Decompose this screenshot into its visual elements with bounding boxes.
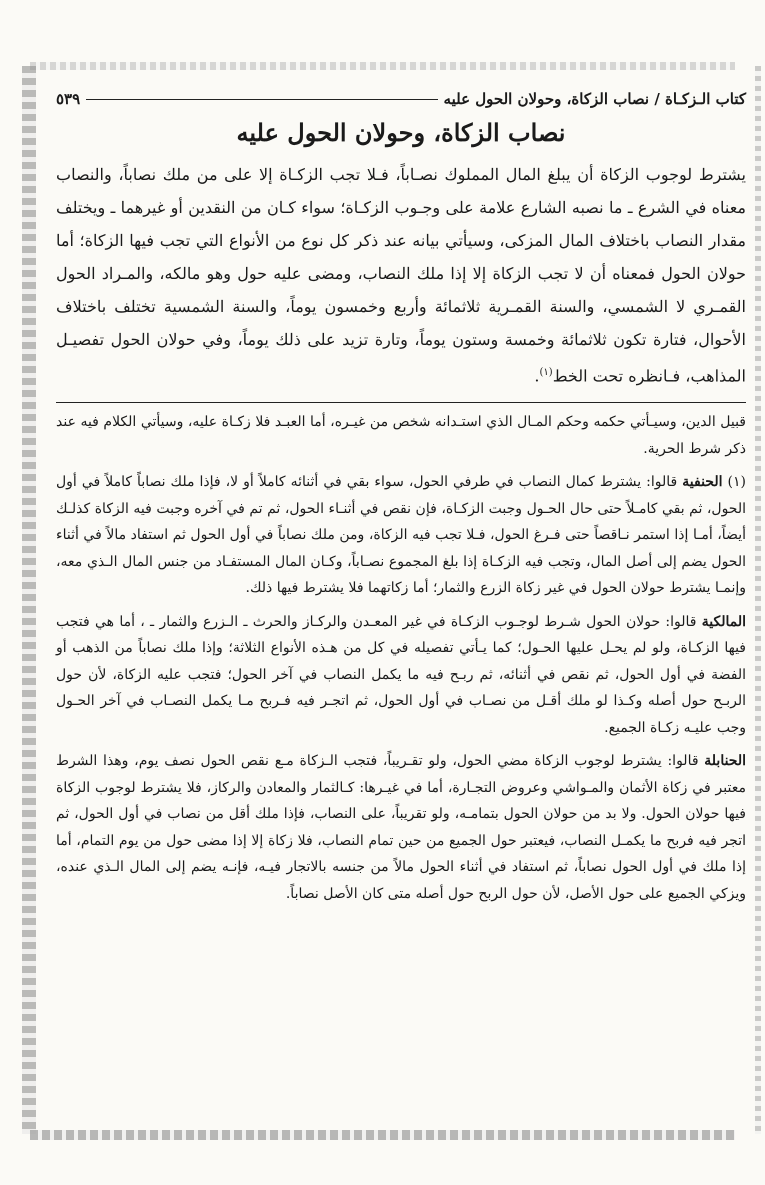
school-label-hanafi: الحنفية [682, 474, 723, 491]
top-ornament-border [30, 62, 735, 70]
school-label-maliki: المالكية [701, 613, 747, 630]
right-ornament-border [755, 66, 761, 1134]
footnote-hanafi [56, 469, 746, 602]
header-rule [86, 99, 437, 100]
footnotes [56, 409, 746, 907]
main-paragraph: يشترط لوجوب الزكاة أن يبلغ المال المملوك نصـاباً، فـلا تجب الزكـاة إلا على من ملك نصاباً، والنصاب معناه في الشرع ـ ما نصبه الشارع علامة على وجـوب الزكـاة؛ سواء كـان من النقدين أو غيرهما ـ ويختلف مقدار النصاب باختلاف المال المزكى، وسيأتي بيانه عند ذكر كل نوع من الأنواع التي تجب فيها الزكاة؛ أما حولان الحول فمعناه أن لا تجب الزكاة إلا إذا ملك النصاب، ومضى عليه حول وهو مالكه، والمـراد الحول القمـري لا الشمسي، والسنة القمـرية ثلاثمائة وأربع وخمسون يوماً، والسنة الشمسية تختلف باختلاف الأحوال، فتارة تكون ثلاثمائة وخمسة وستون يوماً، وتارة تزيد على ذلك يوماً، وفي حولان الحول تفصيـل المذاهب، فـانظره تحت الخط$^{(١)}$. [56, 165, 746, 386]
footnote-hanbali [56, 748, 746, 907]
footnote-maliki [56, 609, 746, 742]
footnote-number: (١) [727, 474, 746, 491]
hanafi-text: قالوا: يشترط كمال النصاب في طرفي الحول، سواء بقي في أثنائه كاملاً أو لا، فإذا ملك نصاباً كاملاً في أول الحول، ثم بقي كامـلاً حتى حال الحـول وجبت الزكـاة، فإن نقص في أثنـاء الحول، ثم تم في آخره وجبت فيه الزكاة كذلـك أيضاً، أمـا إذا استمر نـاقصاً حتى فـرغ الحول، فـلا تجب فيه الزكاة، ومن ملك نصاباً في أول الحول ثم استفاد مالاً في أثناء الحول يضم إلى أصل المال، وتجب فيه الزكـاة إذا بلغ المجموع نصـاباً، وكـان المال المستفـاد من جنس المال الـذي معه، وإنمـا يشترط حولان الحول في غير زكاة الزرع والثمار؛ أما زكاتهما فلا يشترط فيها ذلك. [56, 474, 747, 597]
school-label-hanbali: الحنابلة [704, 753, 747, 770]
footnote-continuation: قبيل الدين، وسيـأتي حكمه وحكم المـال الذي استـدانه شخص من غيـره، أما العبـد فلا زكـاة عليه، وسيأتي الكلام فيه عند ذكر شرط الحرية. [56, 414, 746, 457]
hanbali-text: قالوا: يشترط لوجوب الزكاة مضي الحول، ولو تقـريباً، فتجب الـزكاة مـع نقص الحول نصف يوم، وهذا الشرط معتبر في زكاة الأثمان والمـواشي وعروض التجـارة، أما في غيـرها: كـالثمار والمعادن والركاز، فلا يشترط لوجوب الزكاة فيها حولان الحول. ولا بد من حولان الحول بتمامـه، ولو تقريباً، على النصاب، فإذا ملك أقل من نصاب في أول الحول، ثم اتجر فيه فربح ما يكمـل النصاب، فيعتبر حول الجميع من حين تمام النصاب، فلا زكاة إلا إذا مضى حول من يوم التمام، أما إذا ملك في أول الحول نصاباً، ثم استفاد في أثناء الحول مالاً من جنسه بالاتجار فيـه، فإنـه يضم إلى المال الـذي عنده، ويزكي الجميع على حول الأصل، لأن حول الربح حول أصله متى كان الأصل نصاباً. [56, 753, 746, 902]
footnote-marker: (١) [539, 367, 553, 378]
maliki-text: قالوا: حولان الحول شـرط لوجـوب الزكـاة في غير المعـدن والركـاز والحرث ـ الـزرع والثمار ـ ، أما هي فتجب فيها الزكـاة، ولو لم يحـل عليها الحـول؛ كما يـأتي تفصيله في كل من هـذه الأنواع الثلاثة؛ وإذا ملك نصاباً من الذهب أو الفضة في أول الحول، ثم نقص في أثنائه، ثم ربـح فيه ما يكمل النصاب في آخر الحول؛ فتجب عليه الزكاة، لأن حول الربـح حول أصله وكـذا لو ملك أقـل من نصـاب في أول الحول، ثم اتجـر فيه فـربح مـا يكمل النصـاب في آخر الحـول وجب عليـه زكـاة الجميع. [56, 613, 746, 736]
main-paragraph-text: يشترط لوجوب الزكاة أن يبلغ المال المملوك نصـاباً، فـلا تجب الزكـاة إلا على من ملك نصاباً، والنصاب معناه في الشرع ـ ما نصبه الشارع علامة على وجـوب الزكـاة؛ سواء كـان من النقدين أو غيرهما ـ ويختلف مقدار النصاب باختلاف المال المزكى، وسيأتي بيانه عند ذكر كل نوع من الأنواع التي تجب فيها الزكاة؛ أما حولان الحول فمعناه أن لا تجب الزكاة إلا إذا ملك النصاب، ومضى عليه حول وهو مالكه، والمـراد الحول القمـري لا الشمسي، والسنة القمـرية ثلاثمائة وأربع وخمسون يوماً، والسنة الشمسية تختلف باختلاف الأحوال، فتارة تكون ثلاثمائة وخمسة وستون يوماً، وتارة تزيد على ذلك يوماً، وفي حولان الحول تفصيـل المذاهب، فـانظره تحت الخط [56, 165, 746, 386]
running-title: كتاب الـزكـاة / نصاب الزكاة، وحولان الحول عليه [443, 90, 746, 108]
running-header [56, 86, 746, 112]
bottom-ornament-border [30, 1130, 735, 1140]
section-title: نصاب الزكاة، وحولان الحول عليه [236, 118, 566, 147]
left-ornament-border [22, 66, 36, 1134]
footnote-separator [56, 402, 746, 403]
page-number: ٥٣٩ [56, 90, 81, 108]
book-page [56, 86, 746, 907]
main-text [56, 158, 746, 392]
